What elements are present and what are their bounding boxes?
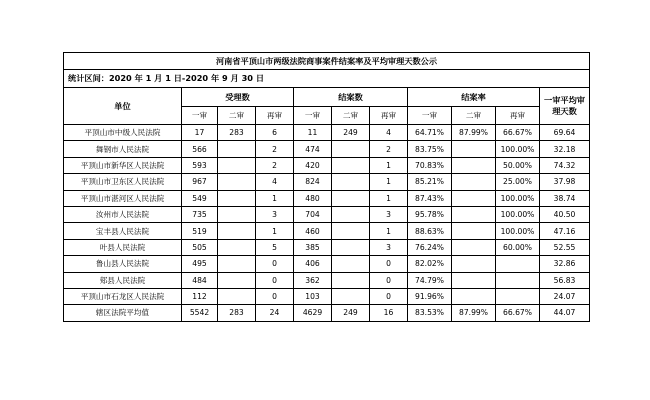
period-row [64,70,590,88]
rate-first: 83.75% [408,141,452,157]
closed-second [332,174,370,190]
rate-first: 76.24% [408,239,452,255]
subheader-closed-retrial: 再审 [370,107,408,125]
accepted-second: 283 [218,125,256,141]
accepted-first: 505 [182,239,218,255]
accepted-second [218,141,256,157]
closed-retrial: 3 [370,206,408,222]
rate-retrial: 100.00% [496,223,540,239]
table-row [64,239,590,255]
rate-second [452,223,496,239]
closed-retrial: 0 [370,256,408,272]
rate-second [452,272,496,288]
accepted-retrial: 0 [256,288,294,304]
rate-retrial: 60.00% [496,239,540,255]
accepted-first: 495 [182,256,218,272]
rate-first: 91.96% [408,288,452,304]
closed-first: 4629 [294,305,332,321]
rate-first: 83.53% [408,305,452,321]
subheader-rate-second: 二审 [452,107,496,125]
closed-retrial: 1 [370,223,408,239]
closed-second: 249 [332,125,370,141]
court-name: 平顶山市卫东区人民法院 [64,174,182,190]
table-row [64,288,590,304]
avg-days: 44.07 [540,305,590,321]
avg-days: 24.07 [540,288,590,304]
closed-first: 460 [294,223,332,239]
subheader-accepted-second: 二审 [218,107,256,125]
rate-second [452,190,496,206]
accepted-second [218,157,256,173]
closed-second [332,141,370,157]
court-name: 平顶山市湛河区人民法院 [64,190,182,206]
header-closed: 结案数 [294,88,408,107]
rate-first: 85.21% [408,174,452,190]
rate-first: 70.83% [408,157,452,173]
accepted-first: 17 [182,125,218,141]
rate-first: 87.43% [408,190,452,206]
accepted-second [218,223,256,239]
court-name: 舞钢市人民法院 [64,141,182,157]
closed-retrial: 0 [370,272,408,288]
table-row [64,256,590,272]
table-title: 河南省平顶山市两级法院商事案件结案率及平均审理天数公示 [64,53,590,70]
accepted-retrial: 5 [256,239,294,255]
rate-second [452,141,496,157]
accepted-retrial: 2 [256,157,294,173]
accepted-first: 967 [182,174,218,190]
rate-second [452,256,496,272]
closed-retrial: 1 [370,190,408,206]
accepted-retrial: 4 [256,174,294,190]
court-name: 叶县人民法院 [64,239,182,255]
closed-first: 103 [294,288,332,304]
rate-first: 95.78% [408,206,452,222]
stats-table [63,52,590,322]
subheader-closed-second: 二审 [332,107,370,125]
header-unit: 单位 [64,88,182,125]
court-name: 辖区法院平均值 [64,305,182,321]
subheader-accepted-retrial: 再审 [256,107,294,125]
closed-second: 249 [332,305,370,321]
rate-retrial [496,288,540,304]
subheader-rate-retrial: 再审 [496,107,540,125]
rate-second: 87.99% [452,305,496,321]
avg-days: 38.74 [540,190,590,206]
avg-days: 32.18 [540,141,590,157]
closed-first: 474 [294,141,332,157]
rate-first: 74.79% [408,272,452,288]
rate-second: 87.99% [452,125,496,141]
table-row [64,223,590,239]
closed-retrial: 0 [370,288,408,304]
table-row [64,141,590,157]
accepted-second [218,190,256,206]
accepted-retrial: 0 [256,256,294,272]
accepted-second [218,239,256,255]
closed-first: 406 [294,256,332,272]
rate-second [452,174,496,190]
avg-days: 40.50 [540,206,590,222]
subheader-rate-first: 一审 [408,107,452,125]
accepted-first: 549 [182,190,218,206]
rate-retrial: 100.00% [496,141,540,157]
closed-first: 362 [294,272,332,288]
statistics-period: 统计区间：2020 年 1 月 1 日-2020 年 9 月 30 日 [64,70,590,88]
closed-retrial: 1 [370,174,408,190]
accepted-second [218,174,256,190]
court-name: 平顶山市石龙区人民法院 [64,288,182,304]
accepted-retrial: 2 [256,141,294,157]
accepted-second [218,272,256,288]
closed-retrial: 1 [370,157,408,173]
header-rate: 结案率 [408,88,540,107]
closed-retrial: 4 [370,125,408,141]
table-row [64,174,590,190]
closed-retrial: 16 [370,305,408,321]
table-row [64,125,590,141]
court-name: 鲁山县人民法院 [64,256,182,272]
rate-second [452,239,496,255]
closed-first: 420 [294,157,332,173]
accepted-first: 5542 [182,305,218,321]
header-row [64,88,590,107]
rate-first: 82.02% [408,256,452,272]
avg-days: 47.16 [540,223,590,239]
accepted-second [218,206,256,222]
subheader-accepted-first: 一审 [182,107,218,125]
closed-second [332,223,370,239]
court-name: 平顶山市中级人民法院 [64,125,182,141]
header-avg-days: 一审平均审理天数 [540,88,590,125]
rate-retrial: 66.67% [496,305,540,321]
header-accepted: 受理数 [182,88,294,107]
accepted-first: 735 [182,206,218,222]
court-name: 郏县人民法院 [64,272,182,288]
accepted-first: 519 [182,223,218,239]
rate-second [452,206,496,222]
accepted-second: 283 [218,305,256,321]
rate-retrial: 66.67% [496,125,540,141]
accepted-retrial: 6 [256,125,294,141]
table-row [64,157,590,173]
closed-retrial: 2 [370,141,408,157]
accepted-retrial: 0 [256,272,294,288]
court-name: 宝丰县人民法院 [64,223,182,239]
accepted-first: 112 [182,288,218,304]
court-name: 平顶山市新华区人民法院 [64,157,182,173]
avg-days: 56.83 [540,272,590,288]
rate-retrial: 50.00% [496,157,540,173]
avg-days: 52.55 [540,239,590,255]
accepted-first: 484 [182,272,218,288]
closed-first: 704 [294,206,332,222]
title-row [64,53,590,70]
avg-days: 32.86 [540,256,590,272]
rate-first: 64.71% [408,125,452,141]
rate-retrial [496,272,540,288]
closed-first: 385 [294,239,332,255]
rate-retrial: 100.00% [496,190,540,206]
accepted-second [218,288,256,304]
accepted-retrial: 3 [256,206,294,222]
avg-days: 74.32 [540,157,590,173]
closed-second [332,239,370,255]
table-row [64,190,590,206]
closed-first: 480 [294,190,332,206]
court-name: 汝州市人民法院 [64,206,182,222]
closed-second [332,272,370,288]
closed-first: 824 [294,174,332,190]
closed-second [332,206,370,222]
accepted-first: 593 [182,157,218,173]
rate-retrial: 100.00% [496,206,540,222]
accepted-retrial: 1 [256,190,294,206]
closed-second [332,157,370,173]
closed-second [332,190,370,206]
avg-days: 69.64 [540,125,590,141]
closed-retrial: 3 [370,239,408,255]
accepted-first: 566 [182,141,218,157]
closed-first: 11 [294,125,332,141]
table-row [64,272,590,288]
accepted-retrial: 1 [256,223,294,239]
rate-second [452,157,496,173]
table-row [64,206,590,222]
closed-second [332,256,370,272]
accepted-second [218,256,256,272]
rate-second [452,288,496,304]
accepted-retrial: 24 [256,305,294,321]
table-row [64,305,590,321]
subheader-closed-first: 一审 [294,107,332,125]
closed-second [332,288,370,304]
avg-days: 37.98 [540,174,590,190]
rate-first: 88.63% [408,223,452,239]
rate-retrial [496,256,540,272]
rate-retrial: 25.00% [496,174,540,190]
